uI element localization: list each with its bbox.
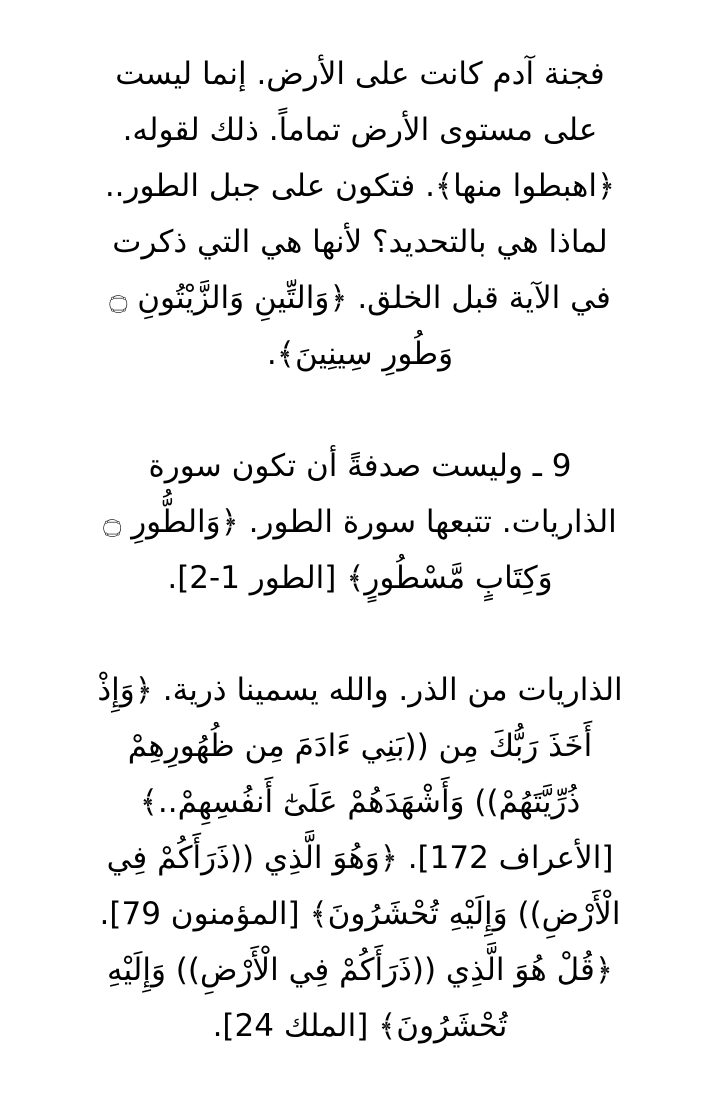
paragraph-adam-garden: فجنة آدم كانت على الأرض. إنما ليست على مستوى الأرض تماماً. ذلك لقوله. ﴿اهبطوا منها﴾. فتكون على جبل الطور.. لماذا هي بالتحديد؟ لأنها هي التي ذكرت في الآية قبل الخلق. ﴿وَالتِّينِ وَالزَّيْتُونِ ۝ وَطُورِ سِينِينَ﴾. — [104, 56, 616, 372]
paragraph-point-9: 9 ـ وليست صدفةً أن تكون سورة الذاريات. تتبعها سورة الطور. ﴿وَالطُّورِ ۝ وَكِتَابٍ مَّسْطُورٍ﴾ [الطور 1-2]. — [103, 448, 617, 596]
paragraph-gap — [44, 382, 676, 438]
paragraph-gap — [44, 606, 676, 662]
paragraph-dhariyat: الذاريات من الذر. والله يسمينا ذرية. ﴿وَإِذْ أَخَذَ رَبُّكَ مِن ((بَنِي ءَادَمَ مِن ظُهُورِهِمْ ذُرِّيَّتَهُمْ)) وَأَشْهَدَهُمْ عَلَىٰٓ أَنفُسِهِمْ..﴾ [الأعراف 172]. ﴿وَهُوَ الَّذِي ((ذَرَأَكُمْ فِي الْأَرْضِ)) وَإِلَيْهِ تُحْشَرُونَ﴾ [المؤمنون 79]. ﴿قُلْ هُوَ الَّذِي ((ذَرَأَكُمْ فِي الْأَرْضِ)) وَإِلَيْهِ تُحْشَرُونَ﴾ [الملك 24]. — [97, 672, 623, 1044]
